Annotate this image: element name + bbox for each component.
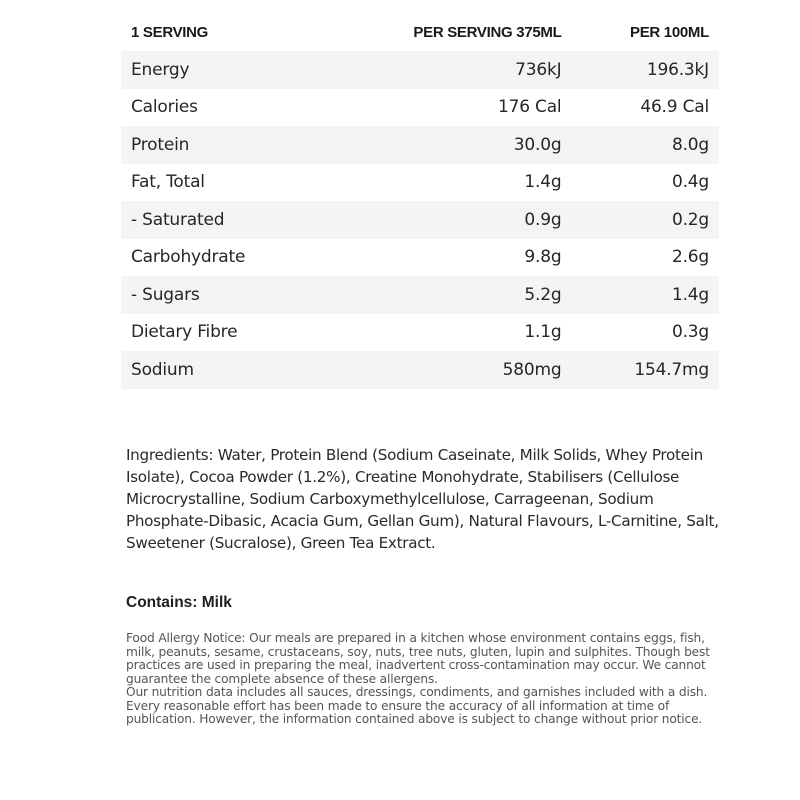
nutrient-name: - Sugars [121, 276, 321, 314]
header-per-100ml: PER 100ML [630, 23, 709, 41]
per-100ml-value: 0.2g [571, 201, 719, 239]
table-row [121, 126, 719, 164]
table-row [121, 89, 719, 127]
per-100ml-value: 154.7mg [571, 351, 719, 389]
header-per-serving: PER SERVING 375ML [413, 23, 562, 41]
table-row [121, 351, 719, 389]
per-serving-value: 30.0g [321, 126, 571, 164]
table-row [121, 239, 719, 277]
table-row [121, 276, 719, 314]
per-serving-value: 1.4g [524, 172, 562, 193]
table-row [121, 164, 719, 202]
per-100ml-value: 2.6g [671, 247, 709, 268]
nutrient-name: - Saturated [121, 201, 321, 239]
allergy-notice [126, 632, 716, 727]
nutrient-name: Energy [121, 51, 321, 89]
per-100ml-value: 0.3g [671, 322, 709, 343]
nutrient-name: Protein [121, 126, 321, 164]
nutrient-name: Carbohydrate [131, 247, 246, 268]
per-serving-value: 1.1g [524, 322, 562, 343]
per-serving-value: 580mg [321, 351, 571, 389]
per-serving-value: 0.9g [321, 201, 571, 239]
per-serving-value: 176 Cal [497, 97, 562, 118]
nutrition-header-row [121, 13, 719, 51]
ingredients-text: Ingredients: Water, Protein Blend (Sodium Caseinate, Milk Solids, Whey Protein Isolate), Cocoa Powder (1.2%), Creatine Monohydrate, Stabilisers (Cellulose Microcrystalline, Sodium Carboxymethylcellulose, Carrageenan, Sodium Phosphate-Dibasic, Acacia Gum, Gellan Gum), Natural Flavours, L-Carnitine, Salt, Sweetener (Sucralose), Green Tea Extract. [126, 446, 719, 552]
per-serving-value: 736kJ [321, 51, 571, 89]
food-allergy-notice: Food Allergy Notice: Our meals are prepared in a kitchen whose environment contains eggs, fish, milk, peanuts, sesame, crustaceans, soy, nuts, tree nuts, gluten, lupin and sulphites. Though best practices are used in preparing the meal, inadvertent cross-contamination may occur. We cannot guarantee the complete absence of these allergens. [126, 631, 710, 686]
per-100ml-value: 196.3kJ [571, 51, 719, 89]
nutrient-name: Dietary Fibre [131, 322, 238, 343]
contains-allergens: Contains: Milk [126, 594, 232, 611]
nutrition-data-notice: Our nutrition data includes all sauces, dressings, condiments, and garnishes included with a dish. Every reasonable effort has been made to ensure the accuracy of all information at time of publication. However, the information contained above is subject to change without prior notice. [126, 685, 708, 726]
per-serving-value: 9.8g [524, 247, 562, 268]
nutrient-name: Fat, Total [131, 172, 205, 193]
nutrient-name: Calories [131, 97, 198, 118]
table-row [121, 51, 719, 89]
table-row [121, 314, 719, 352]
per-serving-value: 5.2g [321, 276, 571, 314]
nutrition-table [121, 13, 719, 389]
per-100ml-value: 0.4g [671, 172, 709, 193]
per-100ml-value: 46.9 Cal [640, 97, 709, 118]
per-100ml-value: 8.0g [571, 126, 719, 164]
nutrient-name: Sodium [121, 351, 321, 389]
header-serving: 1 SERVING [131, 23, 209, 41]
per-100ml-value: 1.4g [571, 276, 719, 314]
table-row [121, 201, 719, 239]
